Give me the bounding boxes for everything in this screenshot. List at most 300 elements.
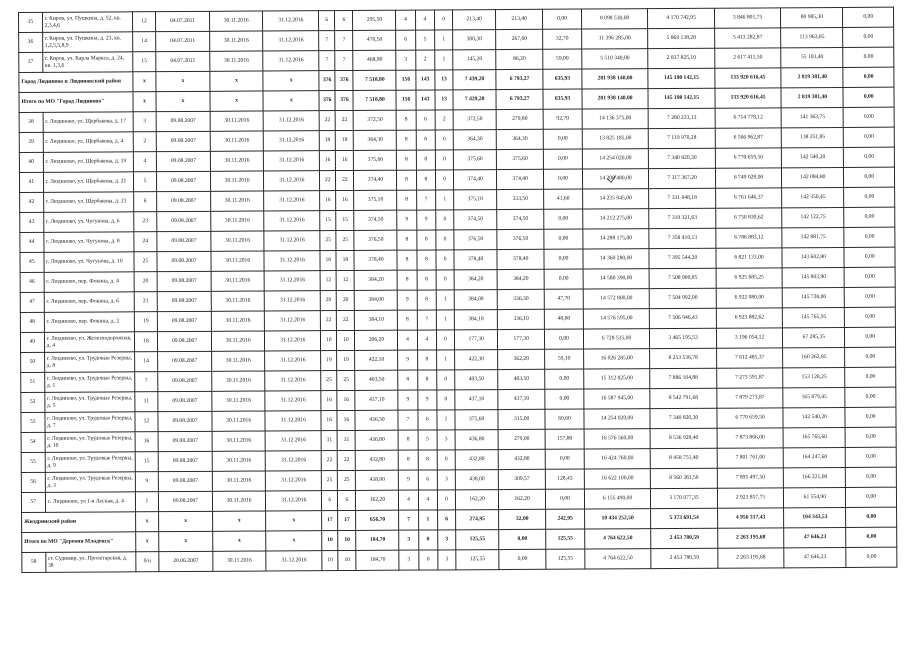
- table-cell: 14 580 390,00: [583, 269, 650, 289]
- table-cell: 8: [418, 450, 437, 470]
- table-cell: 0,00: [843, 27, 894, 47]
- table-cell: 437,10: [455, 390, 498, 410]
- table-cell: 30.11.2016: [213, 551, 267, 571]
- table-cell: 6: [418, 410, 437, 430]
- table-cell: 30.11.2016: [211, 251, 265, 271]
- table-cell: 8: [397, 190, 416, 210]
- table-cell: 30.11.2016: [210, 131, 264, 151]
- table-cell: 0,00: [543, 129, 582, 149]
- table-cell: 2 453 780,59: [651, 528, 718, 548]
- table-cell: 375,10: [454, 190, 497, 210]
- table-cell: 6: [396, 30, 415, 50]
- table-cell: 25: [336, 230, 354, 250]
- table-cell: 09.08.2007: [156, 131, 210, 151]
- table-cell: 635,93: [543, 89, 582, 109]
- table-cell: 213,40: [453, 10, 496, 30]
- table-cell: 47 646,23: [784, 547, 846, 567]
- table-cell: 10: [322, 551, 338, 571]
- table-cell: 0,00: [843, 87, 894, 107]
- table-cell: 7 895 497,50: [717, 468, 784, 488]
- table-cell: 403,50: [355, 370, 398, 390]
- table-cell: 2 617 411,50: [715, 48, 782, 68]
- table-cell: 3 170 077,35: [651, 488, 718, 508]
- table-cell: 20: [134, 272, 158, 292]
- table-cell: 13 825 185,00: [582, 129, 649, 149]
- table-cell: 09.08.2007: [158, 331, 212, 351]
- table-cell: 4: [396, 10, 415, 30]
- table-cell: 0,00: [844, 227, 895, 247]
- table-cell: 6 925 685,25: [716, 268, 783, 288]
- table-cell: 376: [319, 71, 335, 91]
- table-cell: 3 196 054,12: [716, 328, 783, 348]
- table-cell: 44: [20, 232, 44, 252]
- address-cell: г. Людиново, ул. Чугунова, д. 6: [43, 212, 133, 233]
- table-cell: 1: [435, 30, 453, 50]
- table-cell: 37: [19, 52, 43, 72]
- table-cell: 16: [337, 390, 355, 410]
- table-cell: 54: [21, 432, 45, 452]
- table-cell: 133 920 616,45: [715, 88, 782, 108]
- table-cell: 374,50: [354, 210, 397, 230]
- address-cell: с. Людиново, ул 1-я Лесная, д. 4: [45, 492, 135, 513]
- table-cell: 145,20: [453, 50, 496, 70]
- table-cell: 30.11.2016: [209, 31, 263, 51]
- table-cell: 375,60: [496, 149, 543, 169]
- table-cell: 143: [416, 90, 435, 110]
- table-cell: 09.08.2007: [158, 351, 212, 371]
- table-cell: 2 923 857,75: [717, 488, 784, 508]
- table-cell: 0: [437, 450, 455, 470]
- address-cell: г. Людиново, ул. Трудовые Резервы, д. 5: [44, 392, 134, 413]
- table-cell: 22: [337, 450, 355, 470]
- table-cell: 18: [336, 250, 354, 270]
- table-cell: 635,93: [543, 69, 582, 89]
- table-cell: 8: [398, 310, 417, 330]
- table-cell: 14 212 275,00: [583, 209, 650, 229]
- table-cell: 16: [135, 432, 159, 452]
- table-cell: 6 786 883,12: [716, 228, 783, 248]
- address-cell: г. Людиново, пер. Фокина, д. 6: [44, 292, 134, 313]
- table-cell: 0,00: [499, 549, 546, 569]
- table-cell: 0,00: [545, 329, 584, 349]
- table-cell: 0,00: [545, 389, 584, 409]
- table-cell: 9: [398, 290, 417, 310]
- table-cell: 153 128,25: [783, 367, 845, 387]
- table-cell: 376,50: [454, 230, 497, 250]
- table-cell: 11: [134, 392, 158, 412]
- table-cell: 10: [322, 531, 338, 551]
- table-cell: 16: [320, 191, 336, 211]
- table-cell: 279,00: [498, 429, 545, 449]
- table-cell: 432,80: [498, 449, 545, 469]
- table-cell: 4: [399, 490, 418, 510]
- table-cell: 2: [133, 132, 157, 152]
- table-cell: 372,50: [453, 110, 496, 130]
- table-cell: 31.12.2016: [264, 131, 320, 151]
- table-cell: 16 576 560,00: [584, 429, 651, 449]
- table-cell: 8 560 381,50: [651, 468, 718, 488]
- table-cell: 8: [397, 230, 416, 250]
- table-cell: 2: [415, 50, 434, 70]
- table-cell: 0: [434, 10, 452, 30]
- table-cell: 31.12.2016: [265, 371, 321, 391]
- table-cell: 38: [19, 112, 43, 132]
- table-cell: 25: [134, 252, 158, 272]
- table-cell: 164 247,60: [783, 447, 845, 467]
- table-cell: 48,00: [545, 309, 584, 329]
- table-cell: 384,00: [355, 290, 398, 310]
- table-cell: 2 453 780,59: [651, 548, 718, 568]
- table-cell: 0,00: [843, 47, 894, 67]
- table-cell: 0,00: [546, 489, 585, 509]
- table-cell: x: [159, 511, 213, 531]
- table-cell: 142 540,20: [783, 407, 845, 427]
- table-cell: 7 429,20: [453, 90, 496, 110]
- table-cell: 5 510 340,00: [582, 49, 649, 69]
- table-cell: 6: [335, 10, 353, 30]
- table-cell: 31: [337, 430, 355, 450]
- address-cell: г. Киров, ул. Карла Маркса, д. 24, кв. 1,3,6: [42, 52, 132, 73]
- table-cell: 10 434 252,50: [584, 509, 651, 529]
- table-cell: 31.12.2016: [265, 291, 321, 311]
- table-cell: 8: [397, 250, 416, 270]
- table-cell: 09.08.2007: [158, 451, 212, 471]
- table-cell: 5: [418, 430, 437, 450]
- table-cell: 376: [335, 70, 353, 90]
- table-cell: 7: [335, 30, 353, 50]
- table-cell: 6 770 659,50: [715, 148, 782, 168]
- table-cell: 1: [436, 310, 454, 330]
- table-cell: 8 458 751,40: [650, 448, 717, 468]
- table-cell: 47 646,23: [784, 527, 846, 547]
- table-cell: 8: [397, 150, 416, 170]
- table-cell: 0,00: [845, 267, 896, 287]
- table-cell: x: [213, 531, 267, 551]
- table-cell: 51: [21, 372, 45, 392]
- table-cell: 14 360 280,00: [583, 249, 650, 269]
- table-cell: 8: [396, 110, 415, 130]
- table-cell: 7 358 410,13: [649, 228, 716, 248]
- table-cell: 7: [399, 510, 418, 530]
- table-cell: 3: [438, 550, 456, 570]
- table-cell: 43: [20, 212, 44, 232]
- table-cell: 184,70: [356, 530, 399, 550]
- table-cell: 59,00: [543, 49, 582, 69]
- table-cell: 378,40: [454, 250, 497, 270]
- table-cell: 5 413 282,87: [714, 28, 781, 48]
- table-cell: 375,60: [454, 150, 497, 170]
- table-cell: 145 728,00: [782, 287, 844, 307]
- table-cell: 3: [133, 112, 157, 132]
- table-cell: 31.12.2016: [263, 31, 319, 51]
- table-cell: 56: [21, 472, 45, 492]
- table-cell: 3: [437, 430, 455, 450]
- table-cell: 438,00: [356, 470, 399, 490]
- table-cell: 67 285,35: [783, 327, 845, 347]
- table-cell: 436,30: [355, 410, 398, 430]
- address-cell: г. Киров, ул. Пушкина, д. 52, кв. 2,3,4,6: [42, 12, 132, 33]
- table-cell: 376,50: [497, 229, 544, 249]
- table-cell: 8: [416, 130, 435, 150]
- table-cell: 42: [20, 192, 44, 212]
- table-cell: 22: [337, 310, 355, 330]
- table-row: [22, 547, 897, 572]
- table-cell: 30.11.2016: [211, 311, 265, 331]
- table-cell: 0: [435, 130, 453, 150]
- table-cell: x: [159, 531, 213, 551]
- housing-register-table: [18, 7, 897, 573]
- table-cell: 295,50: [353, 10, 396, 30]
- table-cell: 09.08.2007: [159, 491, 213, 511]
- table-cell: 0,00: [844, 127, 895, 147]
- table-cell: б/н: [135, 552, 159, 572]
- table-cell: 336,30: [497, 289, 544, 309]
- table-cell: 7 506 946,43: [650, 308, 717, 328]
- table-cell: 2 263 195,68: [717, 528, 784, 548]
- table-cell: 09.08.2007: [156, 111, 210, 131]
- table-cell: 09.08.2007: [157, 231, 211, 251]
- table-cell: 125,55: [546, 549, 585, 569]
- table-cell: 0: [437, 490, 455, 510]
- table-cell: 04.07.2011: [156, 51, 210, 71]
- table-cell: x: [266, 511, 322, 531]
- table-cell: 0: [435, 150, 453, 170]
- table-cell: 47,70: [544, 289, 583, 309]
- table-cell: x: [156, 91, 210, 111]
- table-cell: 30.11.2016: [210, 51, 264, 71]
- table-cell: 2 819 381,40: [781, 87, 843, 107]
- table-cell: 0,00: [544, 229, 583, 249]
- table-cell: 30.11.2016: [211, 331, 265, 351]
- table-cell: 19: [337, 350, 355, 370]
- table-cell: 60,60: [545, 409, 584, 429]
- address-cell: г. Людиново, ул. Трудовые Резервы, д. 3: [45, 472, 135, 493]
- table-cell: 20.06.2007: [159, 551, 213, 571]
- table-cell: 0: [436, 250, 454, 270]
- table-cell: 143 602,80: [782, 247, 844, 267]
- table-cell: 0,00: [544, 269, 583, 289]
- table-cell: 09.08.2007: [157, 211, 211, 231]
- table-cell: 10: [321, 331, 337, 351]
- table-cell: 7 439,20: [453, 70, 496, 90]
- table-cell: 432,80: [455, 450, 498, 470]
- table-cell: 378,40: [354, 250, 397, 270]
- table-cell: 20: [336, 290, 354, 310]
- table-cell: 8: [417, 250, 436, 270]
- table-cell: 436,80: [455, 430, 498, 450]
- table-cell: 0: [437, 370, 455, 390]
- table-cell: 09.08.2007: [158, 411, 212, 431]
- table-cell: 6 155 490,00: [584, 489, 651, 509]
- table-cell: 0,00: [845, 347, 896, 367]
- table-cell: 14: [132, 32, 156, 52]
- table-cell: 8: [416, 150, 435, 170]
- table-cell: 166 221,00: [784, 467, 846, 487]
- table-cell: 6 821 133,00: [716, 248, 783, 268]
- table-cell: 372,50: [354, 110, 397, 130]
- table-cell: 162,20: [456, 490, 499, 510]
- table-cell: 22: [321, 451, 337, 471]
- table-cell: 18: [320, 251, 336, 271]
- table-cell: 09.08.2007: [157, 191, 211, 211]
- table-cell: 3: [437, 470, 455, 490]
- table-cell: 7: [134, 372, 158, 392]
- table-cell: 376,50: [354, 230, 397, 250]
- table-cell: 14 576 595,00: [583, 309, 650, 329]
- table-cell: 10: [338, 530, 356, 550]
- table-cell: 336,10: [497, 309, 544, 329]
- table-cell: 8: [417, 290, 436, 310]
- address-cell: г. Людиново, ул. Трудовые Резервы, д. 7: [45, 412, 135, 433]
- table-cell: 58: [22, 552, 46, 572]
- table-cell: 8 536 928,40: [650, 428, 717, 448]
- table-cell: x: [133, 92, 157, 112]
- table-cell: 6: [133, 192, 157, 212]
- table-cell: 25: [321, 371, 337, 391]
- table-cell: 22: [320, 171, 336, 191]
- table-cell: 300,30: [453, 30, 496, 50]
- table-cell: 0: [418, 550, 437, 570]
- table-cell: 22: [321, 311, 337, 331]
- table-cell: 30.11.2016: [212, 391, 266, 411]
- table-cell: 7: [319, 51, 335, 71]
- table-cell: 0,00: [846, 487, 897, 507]
- table-cell: 0,00: [845, 367, 896, 387]
- table-cell: 145 803,90: [782, 267, 844, 287]
- table-cell: x: [210, 91, 264, 111]
- table-cell: 437,10: [498, 389, 545, 409]
- table-cell: 25: [320, 231, 336, 251]
- table-cell: 8: [397, 270, 416, 290]
- table-cell: 432,80: [356, 450, 399, 470]
- table-cell: 19: [134, 312, 158, 332]
- table-cell: 0: [436, 230, 454, 250]
- table-cell: 141 363,75: [781, 107, 843, 127]
- table-cell: 364,30: [453, 130, 496, 150]
- table-cell: 1: [436, 290, 454, 310]
- table-cell: 7 395 544,20: [649, 248, 716, 268]
- table-cell: 20: [320, 291, 336, 311]
- table-cell: 0,00: [846, 447, 897, 467]
- table-cell: 8 542 791,68: [650, 388, 717, 408]
- table-cell: 4: [415, 10, 434, 30]
- table-cell: 8: [417, 350, 436, 370]
- table-cell: 30.11.2016: [211, 351, 265, 371]
- table-cell: x: [135, 512, 159, 532]
- table-cell: 09.08.2007: [157, 291, 211, 311]
- table-cell: 16: [336, 150, 354, 170]
- table-cell: 0,00: [545, 449, 584, 469]
- table-cell: 0: [437, 390, 455, 410]
- table-cell: 0,00: [545, 369, 584, 389]
- address-cell: г. Людиново, ул. Трудовые Резервы, д. 9: [45, 452, 135, 473]
- table-cell: x: [266, 531, 322, 551]
- table-cell: 16: [321, 411, 337, 431]
- table-cell: 4: [418, 490, 437, 510]
- table-cell: 7 879 273,87: [717, 388, 784, 408]
- table-cell: 6: [416, 110, 435, 130]
- table-cell: 11 396 285,00: [581, 29, 648, 49]
- table-cell: 422,30: [455, 350, 498, 370]
- table-cell: 9: [416, 210, 435, 230]
- table-cell: 113 963,85: [781, 27, 843, 47]
- table-cell: 0,00: [544, 249, 583, 269]
- table-cell: 8 253 536,78: [650, 348, 717, 368]
- table-cell: 15: [320, 211, 336, 231]
- table-cell: 30.11.2016: [210, 111, 264, 131]
- table-cell: 104 343,53: [784, 507, 846, 527]
- table-cell: 30.11.2016: [210, 151, 264, 171]
- table-cell: 17: [338, 510, 356, 530]
- table-cell: 0,00: [843, 67, 894, 87]
- table-cell: 14 288 175,00: [583, 229, 650, 249]
- table-cell: 31.12.2016: [266, 471, 322, 491]
- table-cell: 0: [436, 210, 454, 230]
- table-cell: 40: [19, 152, 43, 172]
- table-cell: 9: [397, 210, 416, 230]
- table-cell: 156: [396, 90, 415, 110]
- table-cell: 7 801 761,00: [717, 448, 784, 468]
- table-cell: 1: [437, 350, 455, 370]
- table-cell: x: [212, 511, 266, 531]
- table-cell: 157,80: [545, 429, 584, 449]
- table-cell: 0,00: [843, 7, 894, 27]
- table-cell: 142 122,75: [782, 207, 844, 227]
- table-cell: 0,00: [846, 527, 897, 547]
- table-cell: x: [210, 71, 264, 91]
- table-cell: 0,00: [845, 327, 896, 347]
- table-cell: 31.12.2016: [265, 331, 321, 351]
- table-cell: 1: [418, 510, 437, 530]
- address-cell: ст. Судимир, ул. Пролетарская, д. 38: [45, 552, 135, 573]
- address-cell: г. Людиново, ул. Щербакова, д. 19: [43, 152, 133, 173]
- table-cell: 0,00: [544, 169, 583, 189]
- table-cell: 31.12.2016: [265, 391, 321, 411]
- table-cell: 384,00: [454, 290, 497, 310]
- table-cell: 4 764 622,50: [585, 549, 652, 569]
- table-cell: 35: [19, 12, 43, 32]
- table-cell: 0,00: [845, 427, 896, 447]
- table-cell: 12: [135, 412, 159, 432]
- table-cell: 125,55: [456, 550, 499, 570]
- table-cell: 4: [133, 152, 157, 172]
- table-cell: 0,00: [544, 209, 583, 229]
- table-cell: 4: [417, 330, 436, 350]
- table-cell: 0,00: [845, 287, 896, 307]
- table-cell: 30.11.2016: [210, 171, 264, 191]
- table-cell: 13: [435, 70, 453, 90]
- table-cell: 7 504 992,00: [650, 288, 717, 308]
- table-cell: 470,50: [353, 30, 396, 50]
- table-cell: 14 572 800,00: [583, 289, 650, 309]
- table-cell: x: [263, 71, 319, 91]
- address-cell: г. Людиново, ул. Щербакова, д. 21: [43, 172, 133, 193]
- table-cell: 8: [399, 450, 418, 470]
- table-cell: 0,00: [544, 149, 583, 169]
- table-cell: 14 136 375,00: [582, 109, 649, 129]
- table-cell: 142 540,20: [782, 147, 844, 167]
- table-cell: 6: [338, 490, 356, 510]
- table-cell: 376: [335, 90, 353, 110]
- table-cell: 09.08.2007: [157, 151, 211, 171]
- table-cell: 6 761 646,37: [715, 188, 782, 208]
- address-cell: г. Людиново, ул. Трудовые Резервы, д. 8: [44, 352, 134, 373]
- table-cell: 30.11.2016: [212, 431, 266, 451]
- table-cell: 30.11.2016: [211, 271, 265, 291]
- table-cell: 30.11.2016: [211, 211, 265, 231]
- table-cell: 162,20: [499, 489, 546, 509]
- table-cell: 09.08.2007: [158, 391, 212, 411]
